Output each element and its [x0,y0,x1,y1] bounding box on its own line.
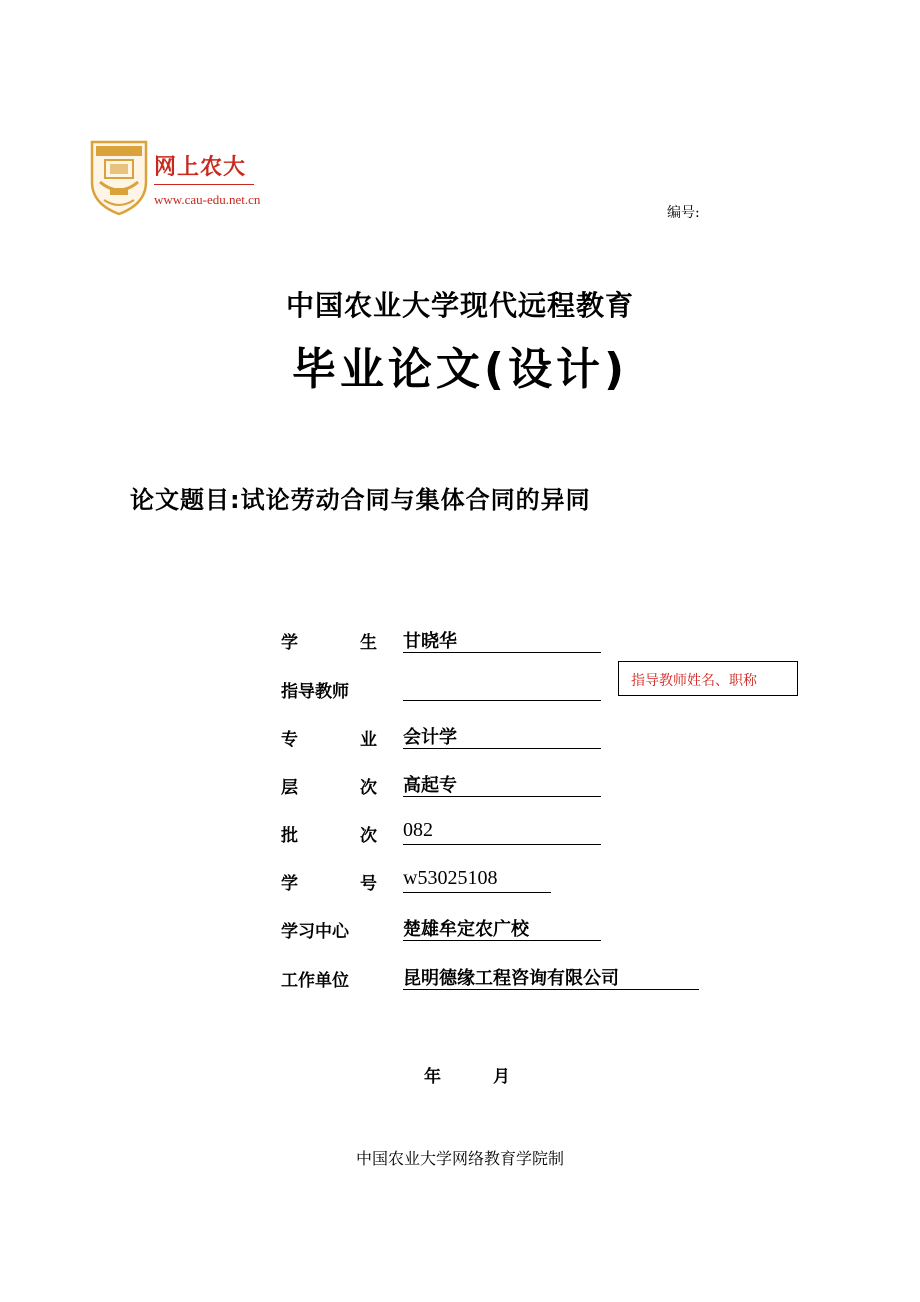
brand-url: www.cau-edu.net.cn [154,192,261,207]
school-title: 中国农业大学现代远程教育 [285,289,634,322]
field-label-level: 层 次 [281,778,377,798]
major-value: 会计学 [403,723,601,749]
field-label-workplace: 工作单位 [281,971,349,991]
month-label: 月 [493,1067,510,1087]
year-label: 年 [424,1067,441,1087]
field-label-advisor: 指导教师 [281,682,349,702]
serial-number-label: 编号: [667,205,700,221]
thesis-title: 毕业论文(设计) [291,344,629,395]
field-label-student-id: 学 号 [281,874,377,894]
student-name-value: 甘晓华 [403,627,601,653]
advisor-value [403,675,601,701]
study-center-value: 楚雄牟定农广校 [403,915,601,941]
field-label-study-center: 学习中心 [281,922,349,942]
brand-name: 网上农大 [154,154,247,180]
brand-divider [154,184,254,185]
footer-institution: 中国农业大学网络教育学院制 [355,1149,564,1168]
level-value: 高起专 [403,771,601,797]
field-label-major: 专 业 [281,730,377,750]
field-label-student: 学 生 [281,633,377,653]
advisor-note-box: 指导教师姓名、职称 [618,661,798,696]
field-label-batch: 批 次 [281,826,377,846]
thesis-topic: 论文题目:试论劳动合同与集体合同的异同 [130,486,591,514]
date-line [424,1062,510,1087]
university-emblem-icon [88,138,150,216]
workplace-value: 昆明德缘工程咨询有限公司 [403,964,699,990]
student-id-value: w53025108 [403,867,551,893]
batch-value: 082 [403,819,601,845]
